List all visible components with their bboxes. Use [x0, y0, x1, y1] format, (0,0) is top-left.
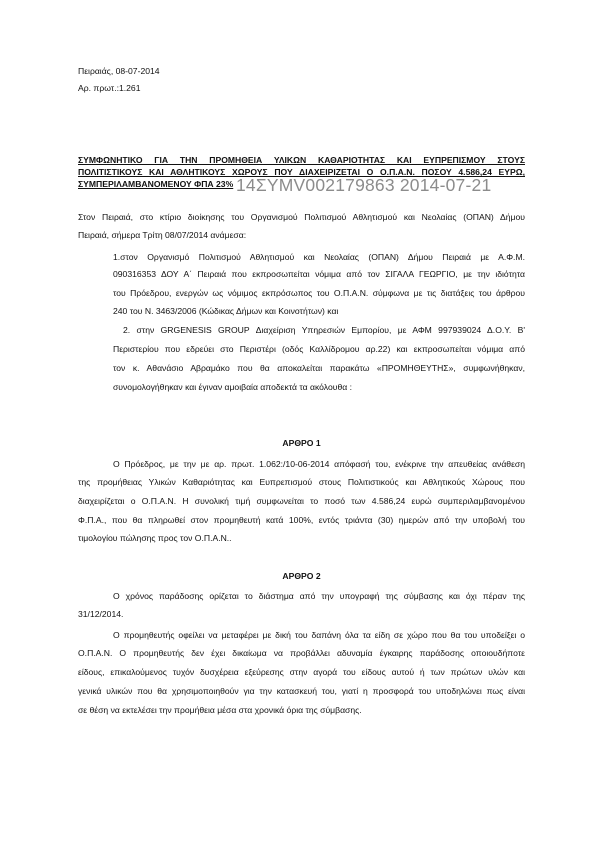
article-2-p2-line-1: Ο προμηθευτής οφείλει να μεταφέρει με δική του δαπάνη όλα τα είδη σε χώρο που θα του υποδείξει ο: [113, 630, 525, 640]
article-2-p2-line-3: είδους, επικαλούμενος τυχόν δυσχέρεια εξεύρεσης στην αγορά του είδους αυτού ή των πρώτων υλών και: [78, 667, 525, 677]
party2-line-3: τον κ. Αθανάσιο Αβραμάκο που θα αποκαλείται παρακάτω «ΠΡΟΜΗΘΕΥΤΗΣ», συμφωνήθηκαν,: [113, 363, 525, 373]
article-1-heading: ΑΡΘΡΟ 1: [282, 438, 321, 448]
party2-line-4: συνομολογήθηκαν και έγιναν αμοιβαία αποδεκτά τα ακόλουθα :: [113, 382, 352, 392]
intro-line-1: Στον Πειραιά, στο κτίριο διοίκησης του Οργανισμού Πολιτισμού Αθλητισμού και Νεολαίας (ΟΠΑΝ) Δήμου: [78, 212, 525, 222]
place-date: Πειραιάς, 08-07-2014: [78, 66, 160, 76]
article-2-p2-line-4: γενικά υλικών που θα χρησιμοποιηθούν για την κατασκευή του, γιατί η προσφορά του υποδηλώνει πως είναι: [78, 686, 525, 696]
title-line-3: ΣΥΜΠΕΡΙΛΑΜΒΑΝΟΜΕΝΟΥ ΦΠΑ 23%: [78, 179, 234, 189]
title-line-1: ΣΥΜΦΩΝΗΤΙΚΟ ΓΙΑ ΤΗΝ ΠΡΟΜΗΘΕΙΑ ΥΛΙΚΩΝ ΚΑΘΑΡΙΟΤΗΤΑΣ ΚΑΙ ΕΥΠΡΕΠΙΣΜΟΥ ΣΤΟΥΣ: [78, 155, 525, 165]
party1-line-3: του Πρόεδρου, ενεργών ως νόμιμος εκπρόσωπος του Ο.Π.Α.Ν. σύμφωνα με τις διατάξεις του άρθρου: [113, 288, 525, 298]
article-2-p2-line-5: σε θέση να εκτελέσει την προμήθεια μέσα στα χρονικά όρια της σύμβασης.: [78, 705, 362, 715]
article-2-p1-line-1: Ο χρόνος παράδοσης ορίζεται το διάστημα από την υπογραφή της σύμβασης και όχι πέραν της: [113, 591, 525, 601]
article-2-p2-line-2: Ο.Π.Α.Ν. Ο προμηθευτής δεν έχει δικαίωμα να προβάλλει αδυναμία έγκαιρης παράδοσης οποιουδήποτε: [78, 648, 525, 658]
registry-stamp: 14ΣΥΜV002179863 2014-07-21: [236, 175, 492, 195]
article-1-line-4: Φ.Π.Α., που θα πληρωθεί στον προμηθευτή κατά 100%, εντός τριάντα (30) ημερών από την υποβολή του: [78, 515, 525, 525]
article-1-line-3: διαχειρίζεται ο Ο.Π.Α.Ν. Η συνολική τιμή συμφωνείται το ποσό των 4.586,24 ευρώ συμπεριλαμβανομένου: [78, 496, 525, 506]
article-1-line-1: Ο Πρόεδρος, με την με αρ. πρωτ. 1.062:/10-06-2014 απόφασή του, ενέκρινε την απευθείας ανάθεση: [113, 459, 525, 469]
protocol-number: Αρ. πρωτ.:1.261: [78, 83, 141, 93]
article-2-heading: ΑΡΘΡΟ 2: [282, 571, 321, 581]
article-1-line-5: τιμολογίου πώλησης προς τον Ο.Π.Α.Ν..: [78, 533, 232, 543]
party2-line-1: 2. στην GRGENESIS GROUP Διαχείριση Υπηρεσιών Εμπορίου, με ΑΦΜ 997939024 Δ.Ο.Υ. Β': [123, 325, 525, 335]
party2-line-2: Περιστερίου που εδρεύει στο Περιστέρι (οδός Καλλίδρομου αρ.22) και εκπροσωπείται νόμιμα από: [113, 344, 525, 354]
title-line-2: ΠΟΛΙΤΙΣΤΙΚΟΥΣ ΚΑΙ ΑΘΛΗΤΙΚΟΥΣ ΧΩΡΟΥΣ ΠΟΥ ΔΙΑΧΕΙΡΙΖΕΤΑΙ Ο Ο.Π.Α.Ν. ΠΟΣΟΥ 4.586,24 ΕΥΡΩ,: [78, 167, 525, 177]
party1-line-2: 090316353 ΔΟΥ Α΄ Πειραιά που εκπροσωπείται νόμιμα από τον ΣΙΓΑΛΑ ΓΕΩΡΓΙΟ, με την ιδιότητα: [113, 269, 525, 279]
party1-line-1: 1.στον Οργανισμό Πολιτισμού Αθλητισμού και Νεολαίας (ΟΠΑΝ) Δήμου Πειραιά με Α.Φ.Μ.: [113, 252, 525, 262]
party1-line-4: 240 του Ν. 3463/2006 (Κώδικας Δήμων και Κοινοτήτων) και: [113, 306, 339, 316]
intro-line-2: Πειραιά, σήμερα Τρίτη 08/07/2014 ανάμεσα:: [78, 230, 247, 240]
article-1-line-2: της προμήθειας Υλικών Καθαριότητας και Ευπρεπισμού στους Πολιτιστικούς και Αθλητικούς Χώρους που: [78, 477, 525, 487]
article-2-p1-line-2: 31/12/2014.: [78, 609, 124, 619]
